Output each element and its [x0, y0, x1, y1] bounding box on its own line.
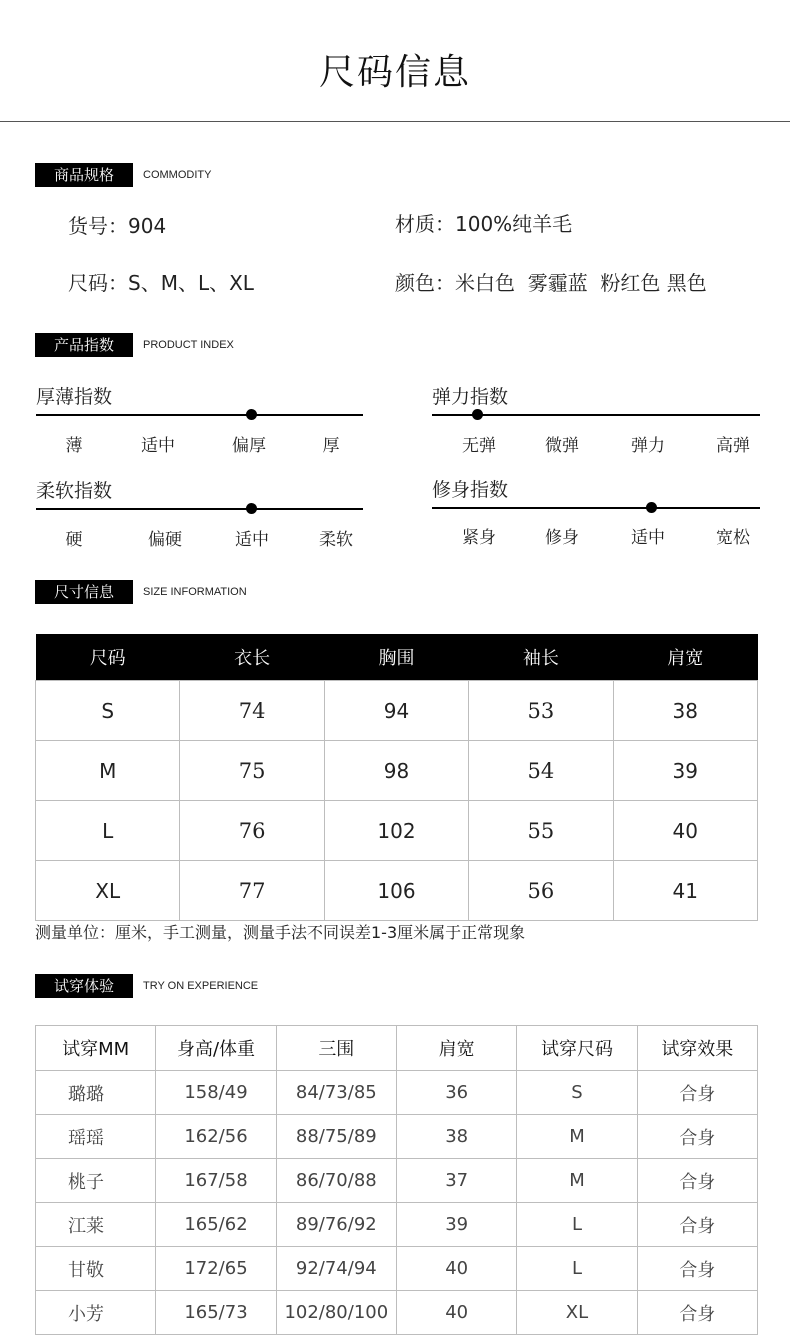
table-cell: 38	[396, 1115, 516, 1159]
index-marker	[246, 409, 257, 420]
table-cell: 98	[324, 741, 468, 801]
table-row	[36, 741, 758, 801]
table-cell: 94	[324, 681, 468, 741]
table-cell: 88/75/89	[276, 1115, 396, 1159]
index-label: 无弹	[462, 436, 496, 456]
try-col-header: 试穿MM	[36, 1026, 156, 1071]
section-en-product-index: PRODUCT INDEX	[143, 339, 234, 351]
table-cell: 合身	[637, 1159, 757, 1203]
section-badge-try-on: 试穿体验	[35, 974, 133, 998]
index-label: 硬	[65, 530, 83, 550]
size-options: 尺码：S、M、L、XL	[68, 271, 254, 295]
index-title: 柔软指数	[36, 480, 113, 502]
table-cell: 38	[613, 681, 757, 741]
section-header-commodity	[35, 163, 211, 187]
index-label: 柔软	[319, 530, 353, 550]
index-label: 偏厚	[232, 436, 266, 456]
table-cell: 36	[396, 1071, 516, 1115]
index-marker	[646, 502, 657, 513]
table-cell: 39	[613, 741, 757, 801]
table-cell: 小芳	[36, 1291, 156, 1335]
table-cell: 54	[469, 741, 613, 801]
material: 材质：100%纯羊毛	[395, 212, 573, 236]
table-cell: 84/73/85	[276, 1071, 396, 1115]
index-label: 紧身	[462, 528, 496, 548]
title-divider	[0, 121, 790, 122]
table-row	[36, 1247, 758, 1291]
table-cell: 165/73	[156, 1291, 276, 1335]
size-table-header-row	[36, 634, 758, 681]
section-header-size-info	[35, 580, 247, 604]
index-label: 高弹	[716, 436, 750, 456]
table-cell: L	[517, 1247, 637, 1291]
size-table	[35, 634, 758, 921]
section-en-try-on: TRY ON EXPERIENCE	[143, 980, 259, 992]
table-cell: 瑶瑶	[36, 1115, 156, 1159]
try-col-header: 身高/体重	[156, 1026, 276, 1071]
table-cell: XL	[517, 1291, 637, 1335]
table-cell: 合身	[637, 1115, 757, 1159]
page-title: 尺码信息	[318, 52, 471, 93]
index-label: 薄	[65, 436, 83, 456]
section-badge-commodity: 商品规格	[35, 163, 133, 187]
try-col-header: 试穿效果	[637, 1026, 757, 1071]
try-on-table	[35, 1025, 758, 1335]
table-cell: 74	[180, 681, 324, 741]
table-cell: 桃子	[36, 1159, 156, 1203]
table-cell: S	[36, 681, 180, 741]
size-col-header: 肩宽	[613, 634, 757, 681]
size-col-header: 衣长	[180, 634, 324, 681]
table-cell: 璐璐	[36, 1071, 156, 1115]
measurement-note: 测量单位：厘米，手工测量，测量手法不同误差1-3厘米属于正常现象	[35, 923, 526, 942]
table-row	[36, 1203, 758, 1247]
table-row	[36, 1115, 758, 1159]
table-cell: S	[517, 1071, 637, 1115]
table-cell: 56	[469, 861, 613, 921]
try-col-header: 三围	[276, 1026, 396, 1071]
size-col-header: 胸围	[324, 634, 468, 681]
table-cell: 165/62	[156, 1203, 276, 1247]
table-cell: L	[36, 801, 180, 861]
item-number: 货号：904	[68, 214, 167, 238]
table-cell: L	[517, 1203, 637, 1247]
index-track	[36, 414, 363, 416]
index-marker	[246, 503, 257, 514]
table-cell: 40	[396, 1247, 516, 1291]
table-cell: 75	[180, 741, 324, 801]
try-col-header: 试穿尺码	[517, 1026, 637, 1071]
table-cell: 合身	[637, 1247, 757, 1291]
index-label: 微弹	[545, 436, 579, 456]
table-cell: 89/76/92	[276, 1203, 396, 1247]
table-cell: 江莱	[36, 1203, 156, 1247]
table-cell: 102/80/100	[276, 1291, 396, 1335]
section-header-product-index	[35, 333, 234, 357]
table-cell: 172/65	[156, 1247, 276, 1291]
index-track	[432, 507, 760, 509]
index-label: 宽松	[716, 528, 750, 548]
table-cell: M	[517, 1159, 637, 1203]
table-cell: 55	[469, 801, 613, 861]
table-cell: 77	[180, 861, 324, 921]
table-cell: 158/49	[156, 1071, 276, 1115]
table-row	[36, 1071, 758, 1115]
color-options: 颜色：米白色 雾霾蓝 粉红色 黑色	[395, 271, 707, 295]
table-cell: 167/58	[156, 1159, 276, 1203]
table-cell: 92/74/94	[276, 1247, 396, 1291]
index-label: 适中	[631, 528, 665, 548]
index-label: 弹力	[631, 436, 665, 456]
table-cell: 76	[180, 801, 324, 861]
table-row	[36, 1159, 758, 1203]
index-label: 修身	[545, 528, 579, 548]
table-cell: 40	[396, 1291, 516, 1335]
table-cell: 39	[396, 1203, 516, 1247]
section-badge-product-index: 产品指数	[35, 333, 133, 357]
table-cell: 86/70/88	[276, 1159, 396, 1203]
index-label: 适中	[235, 530, 269, 550]
table-cell: 合身	[637, 1071, 757, 1115]
table-cell: 162/56	[156, 1115, 276, 1159]
index-title: 厚薄指数	[36, 386, 113, 408]
try-col-header: 肩宽	[396, 1026, 516, 1071]
section-header-try-on	[35, 974, 258, 998]
table-row	[36, 801, 758, 861]
section-en-commodity: COMMODITY	[143, 169, 212, 181]
table-cell: 106	[324, 861, 468, 921]
table-cell: 41	[613, 861, 757, 921]
size-col-header: 尺码	[36, 634, 180, 681]
table-cell: 甘敬	[36, 1247, 156, 1291]
section-en-size-info: SIZE INFORMATION	[143, 586, 247, 598]
index-marker	[472, 409, 483, 420]
size-col-header: 袖长	[469, 634, 613, 681]
table-cell: M	[36, 741, 180, 801]
table-cell: 37	[396, 1159, 516, 1203]
table-cell: 40	[613, 801, 757, 861]
section-badge-size-info: 尺寸信息	[35, 580, 133, 604]
table-cell: 102	[324, 801, 468, 861]
try-table-header-row	[36, 1026, 758, 1071]
table-row	[36, 861, 758, 921]
index-label: 偏硬	[148, 530, 182, 550]
index-label: 适中	[141, 436, 175, 456]
index-title: 弹力指数	[432, 386, 509, 408]
table-row	[36, 681, 758, 741]
index-title: 修身指数	[432, 479, 509, 501]
table-cell: 53	[469, 681, 613, 741]
index-label: 厚	[322, 436, 340, 456]
table-cell: 合身	[637, 1203, 757, 1247]
table-cell: XL	[36, 861, 180, 921]
table-cell: M	[517, 1115, 637, 1159]
index-track	[36, 508, 363, 510]
table-cell: 合身	[637, 1291, 757, 1335]
table-row	[36, 1291, 758, 1335]
